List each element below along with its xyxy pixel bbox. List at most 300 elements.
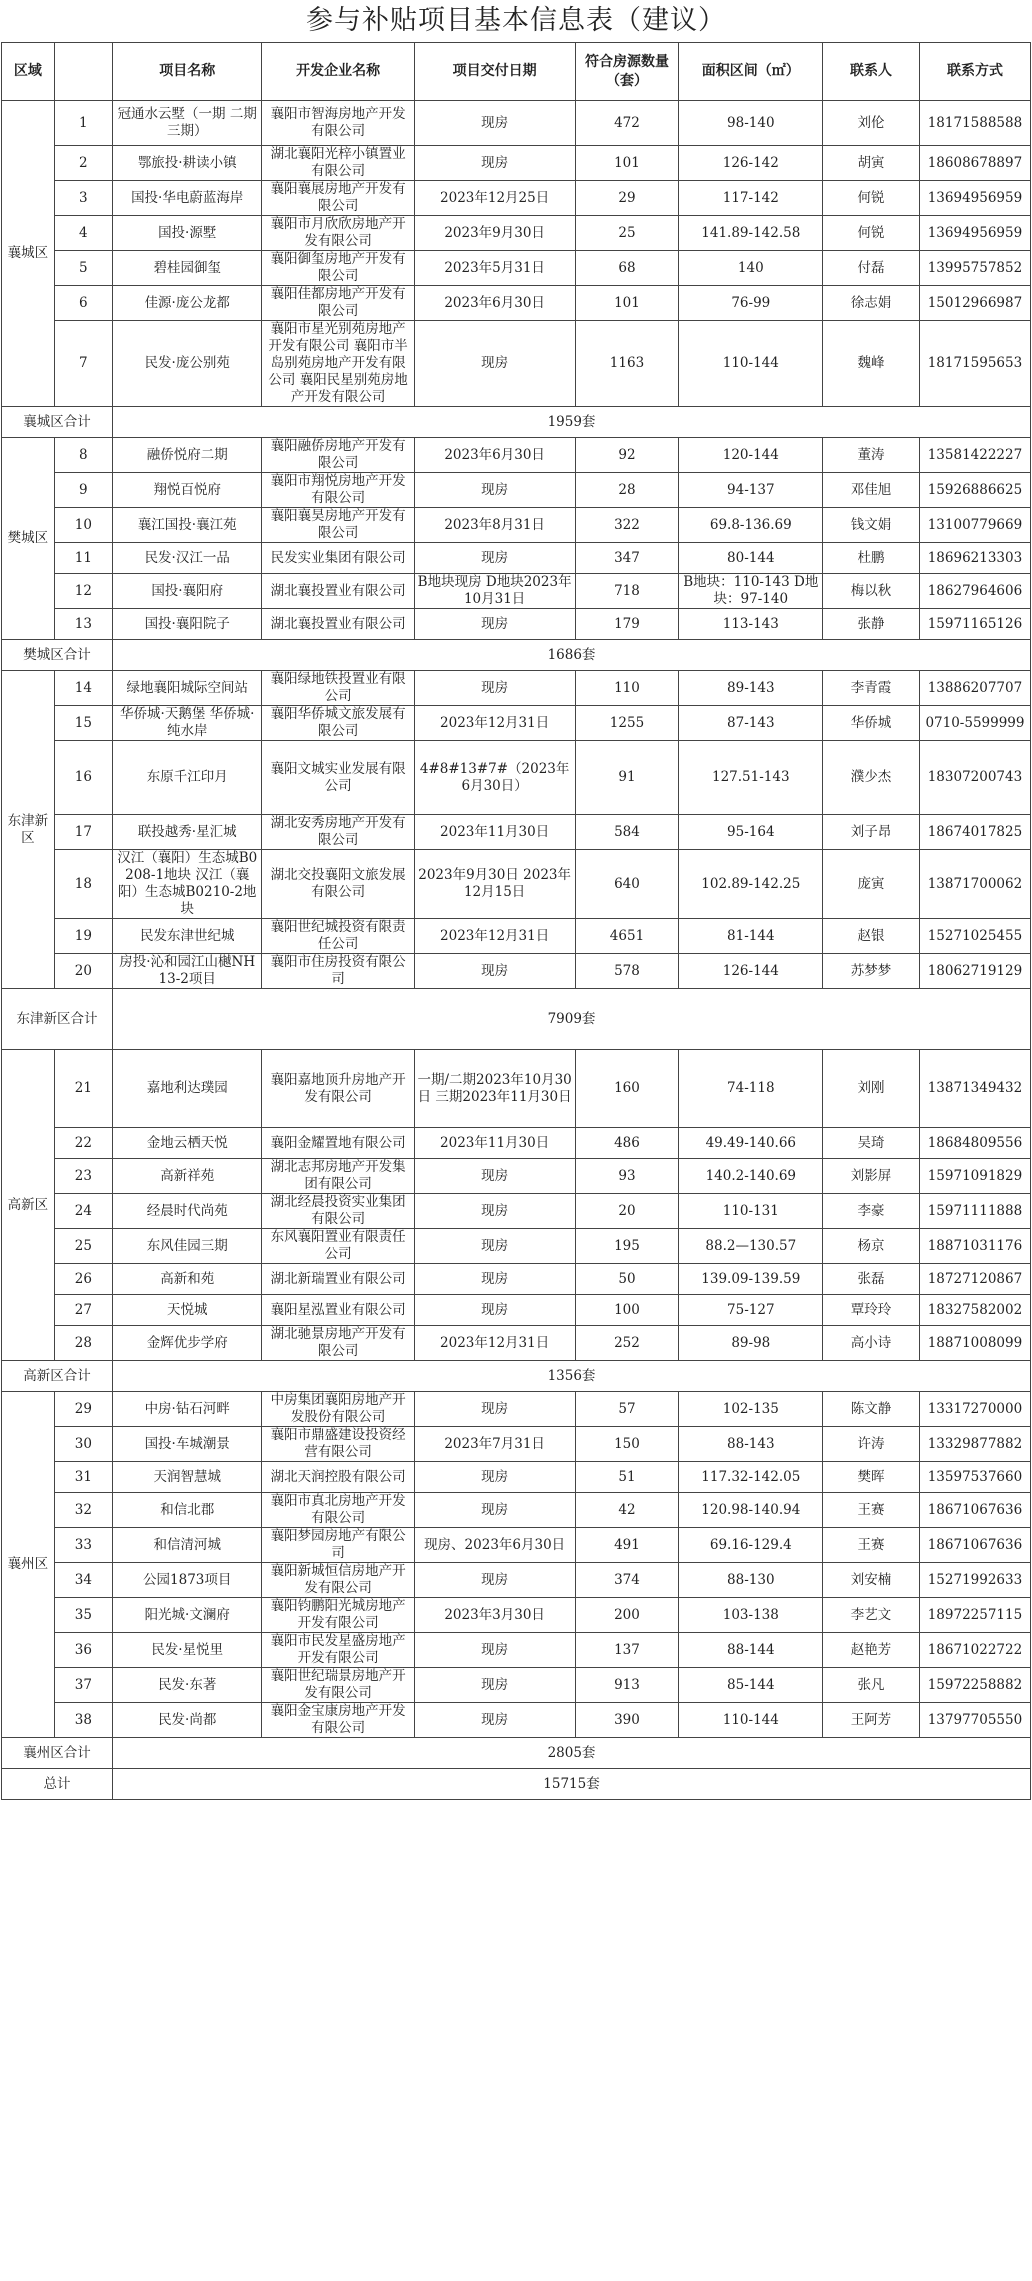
developer-name-cell: 襄阳市星光别苑房地产开发有限公司 襄阳市半岛别苑房地产开发有限公司 襄阳民星别苑房地产开发有限公司	[262, 321, 414, 407]
area-range-cell: 69.16-129.4	[679, 1528, 823, 1563]
project-name-cell: 民发·东著	[113, 1668, 262, 1703]
row-number-cell: 12	[54, 574, 112, 609]
area-range-cell: 139.09-139.59	[679, 1264, 823, 1295]
table-row	[2, 919, 1031, 954]
delivery-date-cell: 2023年8月31日	[414, 508, 575, 543]
developer-name-cell: 襄阳市真北房地产开发有限公司	[262, 1493, 414, 1528]
developer-name-cell: 襄阳御玺房地产开发有限公司	[262, 251, 414, 286]
header-unit-count: 符合房源数量（套）	[575, 43, 679, 101]
table-row	[2, 1703, 1031, 1738]
developer-name-cell: 襄阳市鼎盛建设投资经营有限公司	[262, 1427, 414, 1462]
unit-count-cell: 51	[575, 1462, 679, 1493]
unit-count-cell: 150	[575, 1427, 679, 1462]
area-range-cell: 81-144	[679, 919, 823, 954]
table-row	[2, 1229, 1031, 1264]
table-row	[2, 1528, 1031, 1563]
subtotal-row	[2, 1361, 1031, 1392]
area-range-cell: 102-135	[679, 1392, 823, 1427]
developer-name-cell: 襄阳融侨房地产开发有限公司	[262, 438, 414, 473]
developer-name-cell: 东风襄阳置业有限责任公司	[262, 1229, 414, 1264]
phone-number-cell: 13694956959	[919, 216, 1030, 251]
project-name-cell: 汉江（襄阳）生态城B0208-1地块 汉江（襄阳）生态城B0210-2地块	[113, 850, 262, 919]
row-number-cell: 19	[54, 919, 112, 954]
unit-count-cell: 4651	[575, 919, 679, 954]
table-row	[2, 609, 1031, 640]
delivery-date-cell: 现房	[414, 1159, 575, 1194]
project-name-cell: 国投·车城潮景	[113, 1427, 262, 1462]
row-number-cell: 30	[54, 1427, 112, 1462]
table-row	[2, 1326, 1031, 1361]
unit-count-cell: 486	[575, 1128, 679, 1159]
developer-name-cell: 襄阳市民发星盛房地产开发有限公司	[262, 1633, 414, 1668]
phone-number-cell: 13597537660	[919, 1462, 1030, 1493]
unit-count-cell: 200	[575, 1598, 679, 1633]
area-range-cell: 126-142	[679, 146, 823, 181]
table-row	[2, 850, 1031, 919]
row-number-cell: 20	[54, 954, 112, 989]
project-name-cell: 天悦城	[113, 1295, 262, 1326]
delivery-date-cell: 现房	[414, 543, 575, 574]
unit-count-cell: 57	[575, 1392, 679, 1427]
developer-name-cell: 湖北新瑞置业有限公司	[262, 1264, 414, 1295]
delivery-date-cell: 现房	[414, 1563, 575, 1598]
row-number-cell: 5	[54, 251, 112, 286]
project-name-cell: 冠通水云墅（一期 二期 三期）	[113, 101, 262, 146]
area-range-cell: 120-144	[679, 438, 823, 473]
phone-number-cell: 13329877882	[919, 1427, 1030, 1462]
subtotal-label: 襄州区合计	[2, 1738, 113, 1769]
project-name-cell: 民发·星悦里	[113, 1633, 262, 1668]
unit-count-cell: 101	[575, 146, 679, 181]
project-name-cell: 华侨城·天鹅堡 华侨城·纯水岸	[113, 706, 262, 741]
district-cell: 襄州区	[2, 1392, 55, 1738]
phone-number-cell: 15271025455	[919, 919, 1030, 954]
unit-count-cell: 252	[575, 1326, 679, 1361]
grand-total-label: 总计	[2, 1769, 113, 1800]
row-number-cell: 37	[54, 1668, 112, 1703]
header-project-name: 项目名称	[113, 43, 262, 101]
phone-number-cell: 15271992633	[919, 1563, 1030, 1598]
project-name-cell: 嘉地利达璞园	[113, 1050, 262, 1128]
phone-number-cell: 13871700062	[919, 850, 1030, 919]
table-row	[2, 1128, 1031, 1159]
unit-count-cell: 472	[575, 101, 679, 146]
unit-count-cell: 718	[575, 574, 679, 609]
district-cell: 襄城区	[2, 101, 55, 407]
row-number-cell: 22	[54, 1128, 112, 1159]
unit-count-cell: 640	[575, 850, 679, 919]
developer-name-cell: 湖北襄投置业有限公司	[262, 609, 414, 640]
unit-count-cell: 913	[575, 1668, 679, 1703]
row-number-cell: 1	[54, 101, 112, 146]
delivery-date-cell: 2023年9月30日	[414, 216, 575, 251]
row-number-cell: 13	[54, 609, 112, 640]
project-name-cell: 中房·钻石河畔	[113, 1392, 262, 1427]
header-contact: 联系人	[823, 43, 920, 101]
phone-number-cell: 13871349432	[919, 1050, 1030, 1128]
project-name-cell: 房投·沁和园江山樾NH13-2项目	[113, 954, 262, 989]
developer-name-cell: 湖北驰景房地产开发有限公司	[262, 1326, 414, 1361]
area-range-cell: 89-143	[679, 671, 823, 706]
unit-count-cell: 160	[575, 1050, 679, 1128]
contact-person-cell: 胡寅	[823, 146, 920, 181]
table-row	[2, 1392, 1031, 1427]
phone-number-cell: 0710-5599999	[919, 706, 1030, 741]
delivery-date-cell: 2023年6月30日	[414, 286, 575, 321]
header-area-range: 面积区间（㎡）	[679, 43, 823, 101]
developer-name-cell: 襄阳金耀置地有限公司	[262, 1128, 414, 1159]
project-name-cell: 翔悦百悦府	[113, 473, 262, 508]
project-name-cell: 东原千江印月	[113, 741, 262, 815]
row-number-cell: 21	[54, 1050, 112, 1128]
project-name-cell: 天润智慧城	[113, 1462, 262, 1493]
contact-person-cell: 陈文静	[823, 1392, 920, 1427]
phone-number-cell: 18171588588	[919, 101, 1030, 146]
unit-count-cell: 390	[575, 1703, 679, 1738]
unit-count-cell: 101	[575, 286, 679, 321]
area-range-cell: 95-164	[679, 815, 823, 850]
project-name-cell: 襄江国投·襄江苑	[113, 508, 262, 543]
subtotal-value: 1686套	[113, 640, 1031, 671]
contact-person-cell: 张静	[823, 609, 920, 640]
area-range-cell: 98-140	[679, 101, 823, 146]
project-name-cell: 和信清河城	[113, 1528, 262, 1563]
grand-total-value: 15715套	[113, 1769, 1031, 1800]
row-number-cell: 17	[54, 815, 112, 850]
table-row	[2, 1159, 1031, 1194]
subtotal-label: 高新区合计	[2, 1361, 113, 1392]
row-number-cell: 24	[54, 1194, 112, 1229]
contact-person-cell: 王赛	[823, 1493, 920, 1528]
contact-person-cell: 何锐	[823, 216, 920, 251]
subtotal-value: 1959套	[113, 407, 1031, 438]
row-number-cell: 38	[54, 1703, 112, 1738]
area-range-cell: 110-144	[679, 1703, 823, 1738]
table-row	[2, 1462, 1031, 1493]
developer-name-cell: 襄阳绿地铁投置业有限公司	[262, 671, 414, 706]
contact-person-cell: 刘刚	[823, 1050, 920, 1128]
project-name-cell: 民发·庞公别苑	[113, 321, 262, 407]
phone-number-cell: 18674017825	[919, 815, 1030, 850]
phone-number-cell: 13100779669	[919, 508, 1030, 543]
developer-name-cell: 襄阳钧鹏阳光城房地产开发有限公司	[262, 1598, 414, 1633]
row-number-cell: 25	[54, 1229, 112, 1264]
developer-name-cell: 湖北志邦房地产开发集团有限公司	[262, 1159, 414, 1194]
project-name-cell: 金辉优步学府	[113, 1326, 262, 1361]
delivery-date-cell: 现房	[414, 321, 575, 407]
developer-name-cell: 湖北襄阳光梓小镇置业有限公司	[262, 146, 414, 181]
contact-person-cell: 樊晖	[823, 1462, 920, 1493]
table-row	[2, 1493, 1031, 1528]
delivery-date-cell: 现房	[414, 1703, 575, 1738]
unit-count-cell: 179	[575, 609, 679, 640]
area-range-cell: 126-144	[679, 954, 823, 989]
unit-count-cell: 584	[575, 815, 679, 850]
delivery-date-cell: 现房	[414, 954, 575, 989]
table-row	[2, 1633, 1031, 1668]
area-range-cell: 74-118	[679, 1050, 823, 1128]
contact-person-cell: 华侨城	[823, 706, 920, 741]
delivery-date-cell: 2023年12月31日	[414, 1326, 575, 1361]
table-row	[2, 1427, 1031, 1462]
project-name-cell: 佳源·庞公龙都	[113, 286, 262, 321]
contact-person-cell: 李青霞	[823, 671, 920, 706]
phone-number-cell: 15971091829	[919, 1159, 1030, 1194]
delivery-date-cell: 2023年11月30日	[414, 1128, 575, 1159]
delivery-date-cell: 现房	[414, 1392, 575, 1427]
unit-count-cell: 91	[575, 741, 679, 815]
unit-count-cell: 100	[575, 1295, 679, 1326]
contact-person-cell: 李艺文	[823, 1598, 920, 1633]
subtotal-label: 樊城区合计	[2, 640, 113, 671]
row-number-cell: 33	[54, 1528, 112, 1563]
delivery-date-cell: 现房	[414, 1668, 575, 1703]
unit-count-cell: 347	[575, 543, 679, 574]
developer-name-cell: 湖北襄投置业有限公司	[262, 574, 414, 609]
contact-person-cell: 赵艳芳	[823, 1633, 920, 1668]
project-name-cell: 国投·华电蔚蓝海岸	[113, 181, 262, 216]
table-row	[2, 1050, 1031, 1128]
area-range-cell: 87-143	[679, 706, 823, 741]
unit-count-cell: 322	[575, 508, 679, 543]
developer-name-cell: 湖北天润控股有限公司	[262, 1462, 414, 1493]
row-number-cell: 8	[54, 438, 112, 473]
row-number-cell: 14	[54, 671, 112, 706]
project-name-cell: 金地云栖天悦	[113, 1128, 262, 1159]
row-number-cell: 34	[54, 1563, 112, 1598]
delivery-date-cell: 现房	[414, 1264, 575, 1295]
table-row	[2, 574, 1031, 609]
phone-number-cell: 18171595653	[919, 321, 1030, 407]
unit-count-cell: 93	[575, 1159, 679, 1194]
unit-count-cell: 68	[575, 251, 679, 286]
table-row	[2, 1295, 1031, 1326]
table-row	[2, 1563, 1031, 1598]
area-range-cell: 127.51-143	[679, 741, 823, 815]
delivery-date-cell: 现房	[414, 1194, 575, 1229]
area-range-cell: 75-127	[679, 1295, 823, 1326]
contact-person-cell: 吴琦	[823, 1128, 920, 1159]
contact-person-cell: 刘影屏	[823, 1159, 920, 1194]
table-row	[2, 101, 1031, 146]
table-row	[2, 954, 1031, 989]
row-number-cell: 31	[54, 1462, 112, 1493]
contact-person-cell: 邓佳旭	[823, 473, 920, 508]
contact-person-cell: 杨京	[823, 1229, 920, 1264]
table-row	[2, 321, 1031, 407]
header-district: 区域	[2, 43, 55, 101]
developer-name-cell: 襄阳新城恒信房地产开发有限公司	[262, 1563, 414, 1598]
table-row	[2, 815, 1031, 850]
developer-name-cell: 襄阳襄昊房地产开发有限公司	[262, 508, 414, 543]
developer-name-cell: 襄阳襄展房地产开发有限公司	[262, 181, 414, 216]
delivery-date-cell: 2023年7月31日	[414, 1427, 575, 1462]
area-range-cell: 88-144	[679, 1633, 823, 1668]
area-range-cell: 94-137	[679, 473, 823, 508]
unit-count-cell: 20	[575, 1194, 679, 1229]
subtotal-value: 1356套	[113, 1361, 1031, 1392]
delivery-date-cell: 现房	[414, 1462, 575, 1493]
subtotal-row	[2, 1738, 1031, 1769]
subtotal-label: 襄城区合计	[2, 407, 113, 438]
contact-person-cell: 刘伦	[823, 101, 920, 146]
contact-person-cell: 张凡	[823, 1668, 920, 1703]
project-name-cell: 经晨时代尚苑	[113, 1194, 262, 1229]
delivery-date-cell: 2023年12月31日	[414, 706, 575, 741]
table-row	[2, 438, 1031, 473]
subtotal-label: 东津新区合计	[2, 989, 113, 1050]
table-row	[2, 251, 1031, 286]
unit-count-cell: 92	[575, 438, 679, 473]
unit-count-cell: 578	[575, 954, 679, 989]
row-number-cell: 7	[54, 321, 112, 407]
developer-name-cell: 襄阳市月欣欣房地产开发有限公司	[262, 216, 414, 251]
delivery-date-cell: 一期/二期2023年10月30日 三期2023年11月30日	[414, 1050, 575, 1128]
contact-person-cell: 许涛	[823, 1427, 920, 1462]
phone-number-cell: 18684809556	[919, 1128, 1030, 1159]
row-number-cell: 35	[54, 1598, 112, 1633]
subtotal-row	[2, 407, 1031, 438]
project-name-cell: 联投越秀·星汇城	[113, 815, 262, 850]
project-name-cell: 鄂旅投·耕读小镇	[113, 146, 262, 181]
phone-number-cell: 18727120867	[919, 1264, 1030, 1295]
table-row	[2, 286, 1031, 321]
contact-person-cell: 覃玲玲	[823, 1295, 920, 1326]
project-name-cell: 国投·襄阳府	[113, 574, 262, 609]
developer-name-cell: 中房集团襄阳房地产开发股份有限公司	[262, 1392, 414, 1427]
unit-count-cell: 50	[575, 1264, 679, 1295]
unit-count-cell: 25	[575, 216, 679, 251]
header-phone: 联系方式	[919, 43, 1030, 101]
row-number-cell: 11	[54, 543, 112, 574]
project-name-cell: 民发·尚都	[113, 1703, 262, 1738]
contact-person-cell: 何锐	[823, 181, 920, 216]
delivery-date-cell: 现房	[414, 1295, 575, 1326]
contact-person-cell: 濮少杰	[823, 741, 920, 815]
developer-name-cell: 民发实业集团有限公司	[262, 543, 414, 574]
unit-count-cell: 137	[575, 1633, 679, 1668]
unit-count-cell: 29	[575, 181, 679, 216]
contact-person-cell: 钱文娟	[823, 508, 920, 543]
project-name-cell: 和信北郡	[113, 1493, 262, 1528]
unit-count-cell: 1255	[575, 706, 679, 741]
project-name-cell: 民发·汉江一品	[113, 543, 262, 574]
phone-number-cell: 13317270000	[919, 1392, 1030, 1427]
subtotal-row	[2, 640, 1031, 671]
row-number-cell: 9	[54, 473, 112, 508]
contact-person-cell: 徐志娟	[823, 286, 920, 321]
subsidy-projects-table	[1, 42, 1031, 1800]
page-title: 参与补贴项目基本信息表（建议）	[306, 5, 726, 36]
contact-person-cell: 魏峰	[823, 321, 920, 407]
row-number-cell: 29	[54, 1392, 112, 1427]
phone-number-cell: 13886207707	[919, 671, 1030, 706]
district-cell: 樊城区	[2, 438, 55, 640]
phone-number-cell: 18696213303	[919, 543, 1030, 574]
contact-person-cell: 董涛	[823, 438, 920, 473]
contact-person-cell: 梅以秋	[823, 574, 920, 609]
project-name-cell: 东风佳园三期	[113, 1229, 262, 1264]
row-number-cell: 3	[54, 181, 112, 216]
delivery-date-cell: 2023年5月31日	[414, 251, 575, 286]
phone-number-cell: 18327582002	[919, 1295, 1030, 1326]
contact-person-cell: 王赛	[823, 1528, 920, 1563]
project-name-cell: 国投·源墅	[113, 216, 262, 251]
developer-name-cell: 襄阳市翔悦房地产开发有限公司	[262, 473, 414, 508]
row-number-cell: 32	[54, 1493, 112, 1528]
area-range-cell: 88-143	[679, 1427, 823, 1462]
unit-count-cell: 110	[575, 671, 679, 706]
phone-number-cell: 15971165126	[919, 609, 1030, 640]
project-name-cell: 碧桂园御玺	[113, 251, 262, 286]
unit-count-cell: 1163	[575, 321, 679, 407]
project-name-cell: 国投·襄阳院子	[113, 609, 262, 640]
developer-name-cell: 襄阳华侨城文旅发展有限公司	[262, 706, 414, 741]
delivery-date-cell: 现房	[414, 609, 575, 640]
phone-number-cell: 15012966987	[919, 286, 1030, 321]
table-row	[2, 146, 1031, 181]
developer-name-cell: 襄阳嘉地顶升房地产开发有限公司	[262, 1050, 414, 1128]
row-number-cell: 15	[54, 706, 112, 741]
row-number-cell: 26	[54, 1264, 112, 1295]
area-range-cell: B地块：110-143 D地块：97-140	[679, 574, 823, 609]
unit-count-cell: 28	[575, 473, 679, 508]
phone-number-cell: 18671067636	[919, 1528, 1030, 1563]
delivery-date-cell: 现房	[414, 671, 575, 706]
area-range-cell: 102.89-142.25	[679, 850, 823, 919]
developer-name-cell: 襄阳佳都房地产开发有限公司	[262, 286, 414, 321]
contact-person-cell: 刘安楠	[823, 1563, 920, 1598]
area-range-cell: 110-131	[679, 1194, 823, 1229]
area-range-cell: 117-142	[679, 181, 823, 216]
header-delivery-date: 项目交付日期	[414, 43, 575, 101]
phone-number-cell: 18871031176	[919, 1229, 1030, 1264]
row-number-cell: 2	[54, 146, 112, 181]
delivery-date-cell: 现房	[414, 101, 575, 146]
contact-person-cell: 王阿芳	[823, 1703, 920, 1738]
phone-number-cell: 18627964606	[919, 574, 1030, 609]
project-name-cell: 民发东津世纪城	[113, 919, 262, 954]
phone-number-cell: 13797705550	[919, 1703, 1030, 1738]
phone-number-cell: 13581422227	[919, 438, 1030, 473]
table-row	[2, 216, 1031, 251]
contact-person-cell: 赵银	[823, 919, 920, 954]
row-number-cell: 23	[54, 1159, 112, 1194]
row-number-cell: 18	[54, 850, 112, 919]
phone-number-cell: 13995757852	[919, 251, 1030, 286]
contact-person-cell: 李豪	[823, 1194, 920, 1229]
area-range-cell: 69.8-136.69	[679, 508, 823, 543]
phone-number-cell: 15971111888	[919, 1194, 1030, 1229]
area-range-cell: 141.89-142.58	[679, 216, 823, 251]
area-range-cell: 89-98	[679, 1326, 823, 1361]
table-row	[2, 508, 1031, 543]
project-name-cell: 融侨悦府二期	[113, 438, 262, 473]
project-name-cell: 公园1873项目	[113, 1563, 262, 1598]
project-name-cell: 高新和苑	[113, 1264, 262, 1295]
unit-count-cell: 195	[575, 1229, 679, 1264]
row-number-cell: 27	[54, 1295, 112, 1326]
area-range-cell: 80-144	[679, 543, 823, 574]
developer-name-cell: 襄阳梦园房地产有限公司	[262, 1528, 414, 1563]
phone-number-cell: 18671067636	[919, 1493, 1030, 1528]
project-name-cell: 绿地襄阳城际空间站	[113, 671, 262, 706]
subtotal-value: 7909套	[113, 989, 1031, 1050]
header-number	[54, 43, 112, 101]
grand-total-row	[2, 1769, 1031, 1800]
contact-person-cell: 高小诗	[823, 1326, 920, 1361]
row-number-cell: 6	[54, 286, 112, 321]
